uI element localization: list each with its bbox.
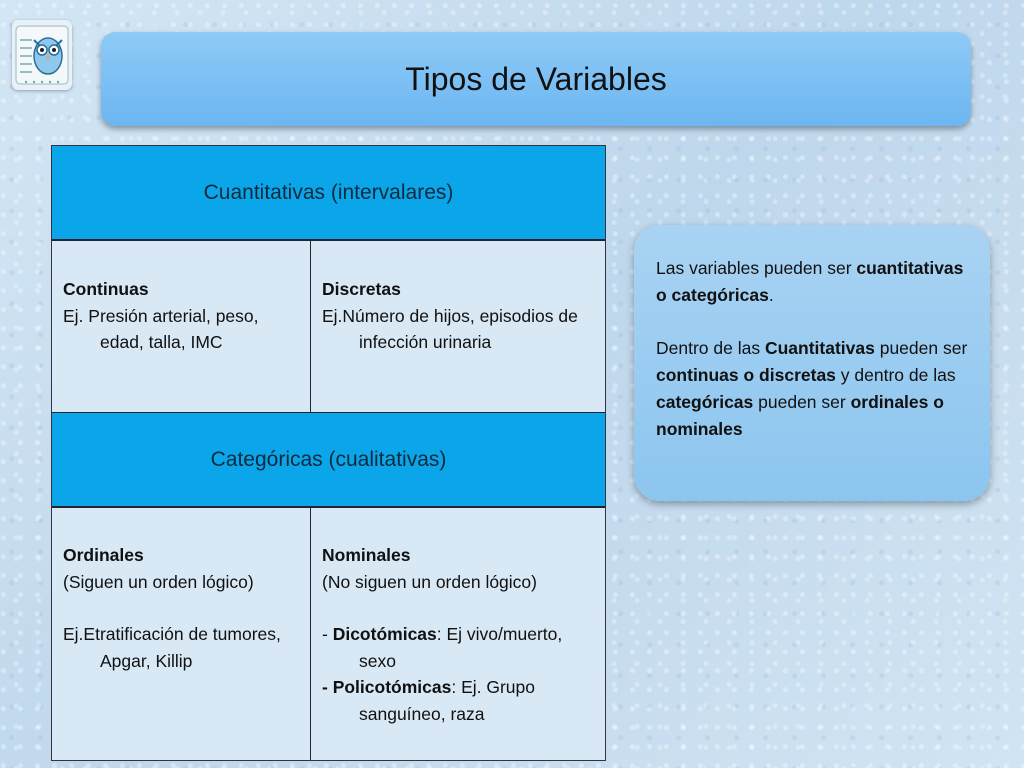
continuas-cell (52, 266, 310, 356)
note-paragraph-1: Las variables pueden ser cuantitativas o categóricas. (656, 258, 964, 305)
title-banner (101, 32, 971, 126)
discretas-example: Ej.Número de hijos, episodios de infección urinaria (322, 305, 578, 352)
nominales-cell (311, 532, 605, 727)
cuantitativas-header (52, 146, 605, 241)
continuas-label: Continuas (63, 279, 149, 299)
ordinales-example: Ej.Etratificación de tumores, Apgar, Killip (63, 624, 281, 671)
discretas-label: Discretas (322, 279, 401, 299)
ordinales-label: Ordinales (63, 545, 144, 565)
categoricas-header-label: Categóricas (cualitativas) (210, 447, 447, 471)
variables-table (51, 145, 606, 761)
cuantitativas-header-label: Cuantitativas (intervalares) (203, 180, 454, 204)
note-paragraph-2: Dentro de las Cuantitativas pueden ser continuas o discretas y dentro de las categóricas pueden ser ordinales o nominales (656, 338, 968, 439)
ordinales-cell (52, 532, 310, 674)
discretas-cell (311, 266, 605, 356)
dicotomicas-item: - Dicotómicas: Ej vivo/muerto, sexo (322, 624, 563, 671)
nominales-desc: (No siguen un orden lógico) (322, 571, 537, 592)
categoricas-header (52, 412, 605, 508)
nominales-label: Nominales (322, 545, 411, 565)
explanation-note (634, 225, 990, 501)
owl-logo-icon (12, 20, 72, 90)
page-title: Tipos de Variables (405, 60, 667, 97)
ordinales-desc: (Siguen un orden lógico) (63, 571, 254, 592)
continuas-example: Ej. Presión arterial, peso, edad, talla, IMC (63, 305, 259, 352)
policotomicas-item: - Policotómicas: Ej. Grupo sanguíneo, raza (322, 677, 535, 724)
